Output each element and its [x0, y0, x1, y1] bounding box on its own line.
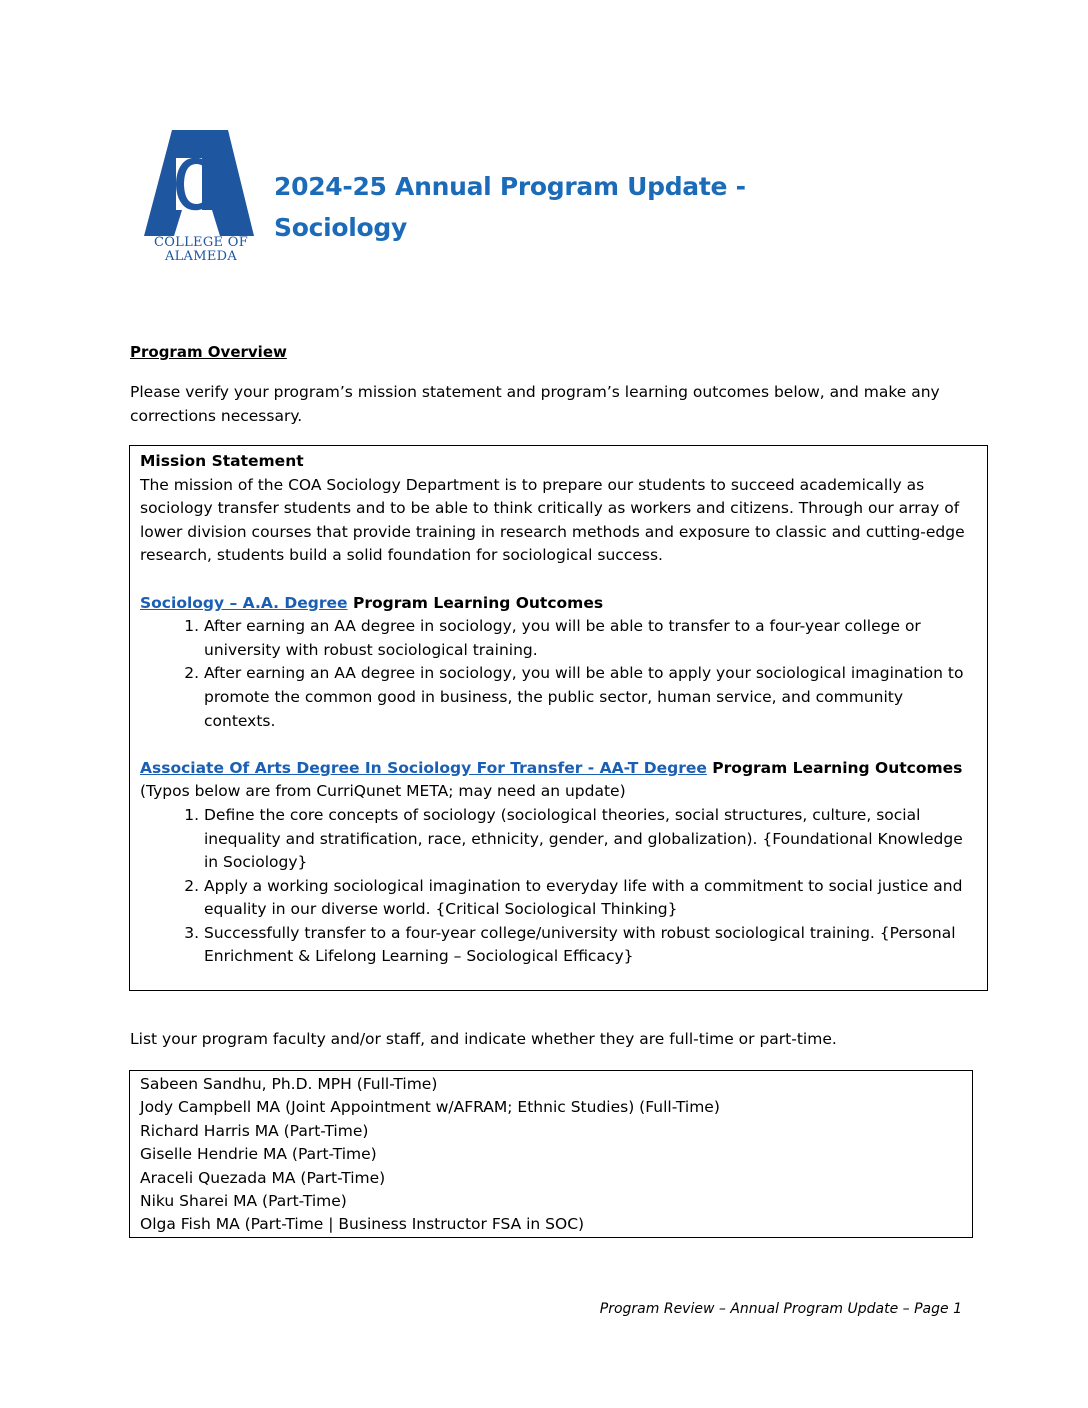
faculty-member: Sabeen Sandhu, Ph.D. MPH (Full-Time): [140, 1075, 438, 1093]
list-item: 1. Define the core concepts of sociology (sociological theories, social structures, culture, social inequality and stratification, race, ethnicity, gender, and globalization). {Foundational Knowledge in Sociology}: [204, 804, 977, 875]
mission-text: The mission of the COA Sociology Department is to prepare our students to succeed academically as sociology transfer students and to be able to think critically as workers and citizens. Through our array of lower division courses that provide training in research methods and exposure to classic and cutting-edge research, students build a solid foundation for sociological success.: [140, 475, 965, 565]
aat-degree-outcomes-list: [140, 804, 977, 969]
aa-degree-outcomes-list: [140, 615, 977, 733]
page-title-line1: 2024-25 Annual Program Update -: [274, 172, 746, 201]
list-item: 3. Successfully transfer to a four-year college/university with robust sociological training. {Personal Enrichment & Lifelong Learning – Sociological Efficacy}: [204, 922, 977, 969]
list-item: 2. After earning an AA degree in sociology, you will be able to apply your sociological imagination to promote the common good in business, the public sector, human service, and community contexts.: [204, 662, 977, 733]
list-item: 1. After earning an AA degree in sociology, you will be able to transfer to a four-year college or university with robust sociological training.: [204, 615, 977, 662]
program-overview-intro: Please verify your program’s mission statement and program’s learning outcomes below, and make any corrections necessary.: [130, 383, 940, 425]
aat-degree-heading: [140, 757, 977, 781]
mission-outcomes-box: [129, 445, 988, 991]
aa-degree-link[interactable]: Sociology – A.A. Degree: [140, 593, 348, 612]
faculty-member: Olga Fish MA (Part-Time | Business Instructor FSA in SOC): [140, 1215, 585, 1234]
aat-degree-heading-suffix: Program Learning Outcomes: [706, 758, 963, 777]
aat-degree-link[interactable]: Associate Of Arts Degree In Sociology For Transfer - AA-T Degree: [140, 758, 707, 777]
faculty-member: Araceli Quezada MA (Part-Time): [140, 1168, 386, 1187]
mission-heading: Mission Statement: [140, 452, 304, 470]
aa-degree-heading: [140, 592, 977, 616]
logo-wordmark: [146, 236, 256, 264]
faculty-member: Giselle Hendrie MA (Part-Time): [140, 1145, 377, 1164]
page-title: [274, 166, 746, 248]
program-overview-heading: Program Overview: [130, 343, 287, 361]
faculty-member: Jody Campbell MA (Joint Appointment w/AFRAM; Ethnic Studies) (Full-Time): [140, 1098, 720, 1117]
faculty-member: Niku Sharei MA (Part-Time): [140, 1192, 347, 1211]
page-footer: Program Review – Annual Program Update – Page 1: [599, 1301, 962, 1317]
aa-degree-heading-suffix: Program Learning Outcomes: [347, 593, 604, 612]
list-item: 2. Apply a working sociological imagination to everyday life with a commitment to social justice and equality in our diverse world. {Critical Sociological Thinking}: [204, 875, 977, 922]
logo-text-line2: ALAMEDA: [164, 249, 238, 264]
faculty-member: Richard Harris MA (Part-Time): [140, 1121, 369, 1140]
logo-text-line1: COLLEGE OF: [153, 235, 249, 250]
faculty-intro: List your program faculty and/or staff, and indicate whether they are full-time or part-time.: [130, 1030, 837, 1048]
page-title-line2: Sociology: [274, 213, 407, 242]
aat-degree-note: (Typos below are from CurriQunet META; may need an update): [140, 782, 626, 801]
faculty-box: [129, 1070, 973, 1238]
